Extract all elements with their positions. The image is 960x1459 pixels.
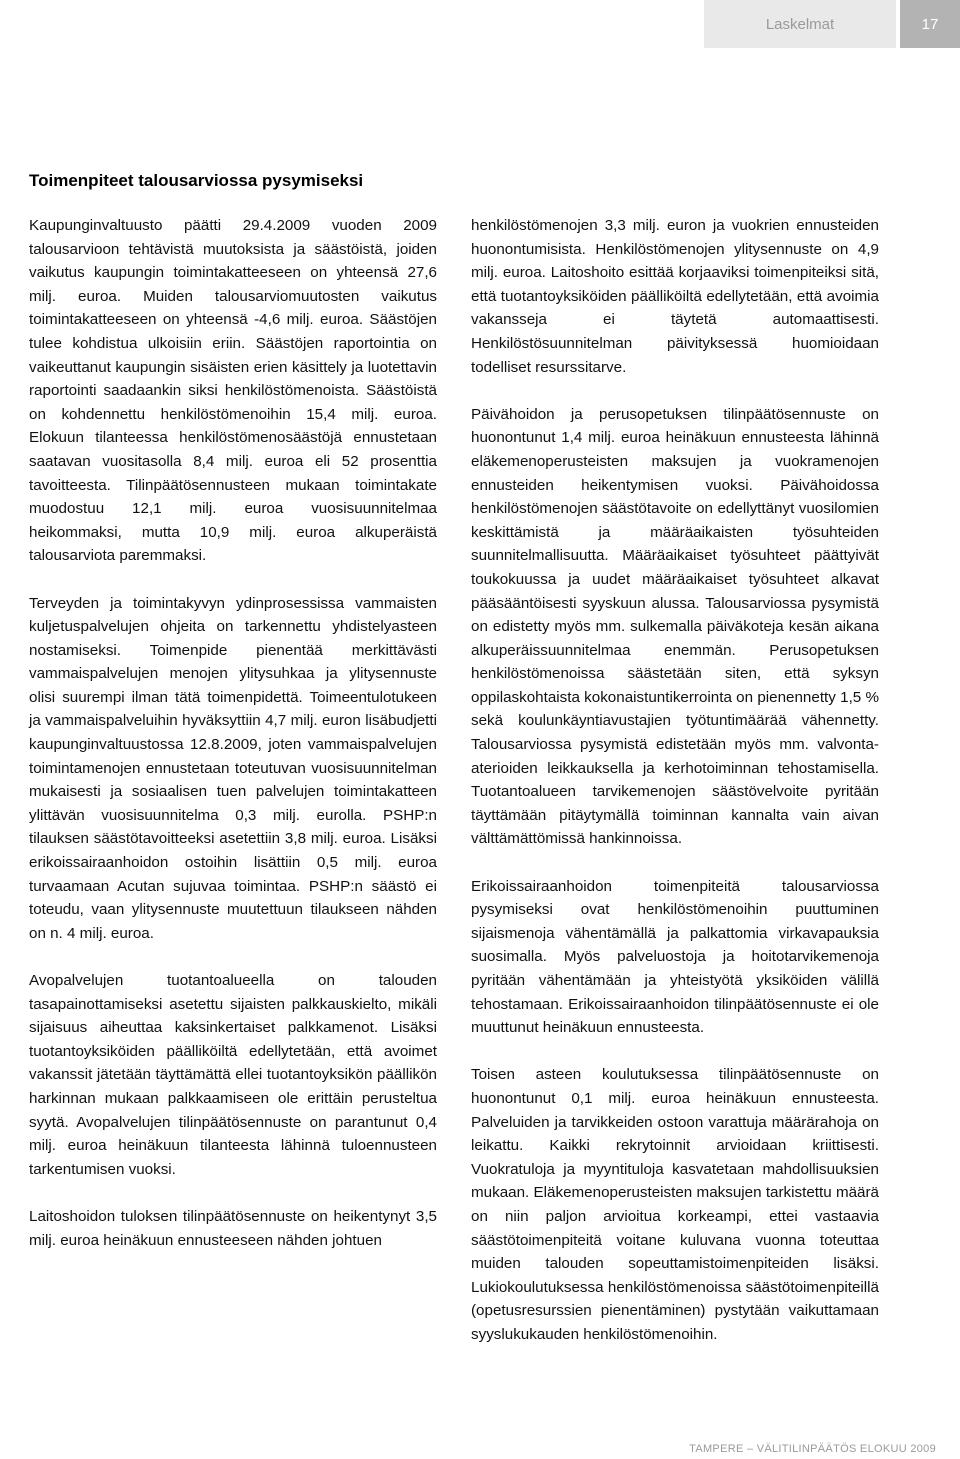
footer-title: TAMPERE – VÄLITILINPÄÄTÖS ELOKUU 2009 [689, 1443, 936, 1455]
paragraph: Erikoissairaanhoidon toimenpiteitä talousarviossa pysymiseksi ovat henkilöstömenoihin puuttuminen sijaismenoja vähentämällä ja palkattomia virkavapauksia suosimalla. Myös palveluostoja ja hoitotarvikemenoja pyritään vähentämään ja yhteistyötä yksiköiden välillä tehostamaan. Erikoissairaanhoidon tilinpäätösennuste ei ole muuttunut heinäkuun ennusteesta. [471, 877, 879, 1037]
paragraph: Laitoshoidon tuloksen tilinpäätösennuste on heikentynyt 3,5 milj. euroa heinäkuun ennusteeseen nähden johtuen [29, 1207, 437, 1249]
page-number: 17 [900, 0, 960, 48]
paragraph: Toisen asteen koulutuksessa tilinpäätösennuste on huonontunut 0,1 milj. euroa heinäkuun ennusteesta. Palveluiden ja tarvikkeiden ostoon varattuja määrärahoja on leikattu. Kaikki rekrytoinnit arvioidaan kriittisesti. Vuokratuloja ja myyntituloja kasvatetaan mahdollisuuksien mukaan. Eläkemenoperusteisten maksujen tarkistettu määrä on niin paljon arvioitua korkeampi, ettei vastaavia säästötoimenpiteitä voitane kuluvana vuonna toteuttaa muiden talouden sopeuttamistoimenpiteiden lisäksi. Lukiokoulutuksessa henkilöstömenoissa säästötoimenpiteillä (opetusresurssien pienentäminen) pystytään vaikuttamaan syyslukukauden henkilöstömenoihin. [471, 1066, 879, 1343]
page-header [704, 0, 960, 48]
paragraph: Avopalvelujen tuotantoalueella on talouden tasapainottamiseksi asetettu sijaisten palkkauskielto, mikäli sijaisuus aiheuttaa kaksinkertaiset palkkamenot. Lisäksi tuotantoyksiköiden päälliköiltä edellytetään, että avoimet vakanssit jätetään täyttämättä ellei tuotantoyksikön päällikön harkinnan mukaan palkkaamiseen ole erittäin perusteltua syytä. Avopalvelujen tilinpäätösennuste on parantunut 0,4 milj. euroa heinäkuun tilanteesta lähinnä tuloennusteen tarkentumisen vuoksi. [29, 972, 437, 1178]
section-title: Toimenpiteet talousarviossa pysymiseksi [29, 171, 364, 190]
right-column [471, 214, 879, 1370]
paragraph: henkilöstömenojen 3,3 milj. euron ja vuokrien ennusteiden huonontumisista. Henkilöstömenojen ylitysennuste on 4,9 milj. euroa. Laitoshoito esittää korjaaviksi toimenpiteiksi sitä, että tuotantoyksiköiden päälliköiltä edellytetään, että avoimia vakansseja ei täytetä automaattisesti. Henkilöstösuunnitelman päivityksessä huomioidaan todelliset resurssitarve. [471, 217, 879, 376]
paragraph: Terveyden ja toimintakyvyn ydinprosessissa vammaisten kuljetuspalvelujen ohjeita on tarkennettu yhdistelyasteen nostamiseksi. Toimenpide pienentää merkittävästi vammaispalvelujen menojen ylitysuhkaa ja ylitysennuste olisi suurempi ilman tätä toimenpidettä. Toimeentulotukeen ja vammaispalveluihin hyväksyttiin 4,7 milj. euron lisäbudjetti kaupunginvaltuustossa 12.8.2009, joten vammaispalvelujen toimintamenojen ennustetaan toteutuvan vuosisuunnitelman mukaisesti ja sosiaalisen tuen palvelujen toimintakatteen ylittävän vuosisuunnitelma 0,3 milj. eurolla. PSHP:n tilauksen säästötavoitteeksi asetettiin 3,8 milj. euroa. Lisäksi erikoissairaanhoidon ostoihin lisättiin 0,5 milj. euroa turvaamaan Acutan sujuvaa toimintaa. PSHP:n säästö ei toteudu, vaan ylitysennuste muutettuun tilaukseen nähden on n. 4 milj. euroa. [29, 594, 437, 942]
paragraph: Kaupunginvaltuusto päätti 29.4.2009 vuoden 2009 talousarvioon tehtävistä muutoksista ja säästöistä, joiden vaikutus kaupungin toimintakatteeseen on yhteensä 27,6 milj. euroa. Muiden talousarviomuutosten vaikutus toimintakatteeseen on yhteensä -4,6 milj. euroa. Säästöjen tulee kohdistua ulkoisiin eriin. Säästöjen raportointia on vaikeuttanut kaupungin sisäisten erien käsittely ja luotettavin raportointi saadaankin siksi henkilöstömenoista. Säästöistä on kohdennettu henkilöstömenoihin 15,4 milj. euroa. Elokuun tilanteessa henkilöstömenosäästöjä ennustetaan saatavan vuositasolla 8,4 milj. euroa eli 52 prosenttia tavoitteesta. Tilinpäätösennusteen mukaan toimintakate muodostuu 12,1 milj. euroa vuosisuunnitelmaa heikommaksi, mutta 10,9 milj. euroa alkuperäistä talousarviota paremmaksi. [29, 217, 437, 565]
header-section-title: Laskelmat [704, 0, 896, 48]
paragraph: Päivähoidon ja perusopetuksen tilinpäätösennuste on huonontunut 1,4 milj. euroa heinäkuun ennusteesta lähinnä eläkemenoperusteisten maksujen ja vuokramenojen ennusteiden heikentymisen vuoksi. Päivähoidossa henkilöstömenojen säästötavoite on edellyttänyt vuosilomien keskittämistä ja määräaikaisten työsuhteiden suunnitelmallisuutta. Määräaikaiset työsuhteet päättyivät toukokuussa ja uudet määräaikaiset työsuhteet alkavat pääsääntöisesti syyskuun alussa. Talousarviossa pysymistä on edistetty myös mm. sulkemalla päiväkoteja kesän aikana alkuperäissuunnitelmaa enemmän. Perusopetuksen henkilöstömenoissa säästetään siten, että syksyn oppilaskohtaista kokonaistuntikerrointa on pienennetty 1,5 % sekä koulunkäyntiavustajien työtuntimäärää vähennetty. Talousarviossa pysymistä edistetään myös mm. valvonta-aterioiden leikkauksella ja kerhotoiminnan tehostamisella. Tuotantoalueen tarvikemenojen säästövelvoite pyritään täyttämään pitäytymällä toiminnan kannalta vain aivan välttämättömissä hankinnoissa. [471, 405, 879, 848]
left-column [29, 214, 437, 1276]
